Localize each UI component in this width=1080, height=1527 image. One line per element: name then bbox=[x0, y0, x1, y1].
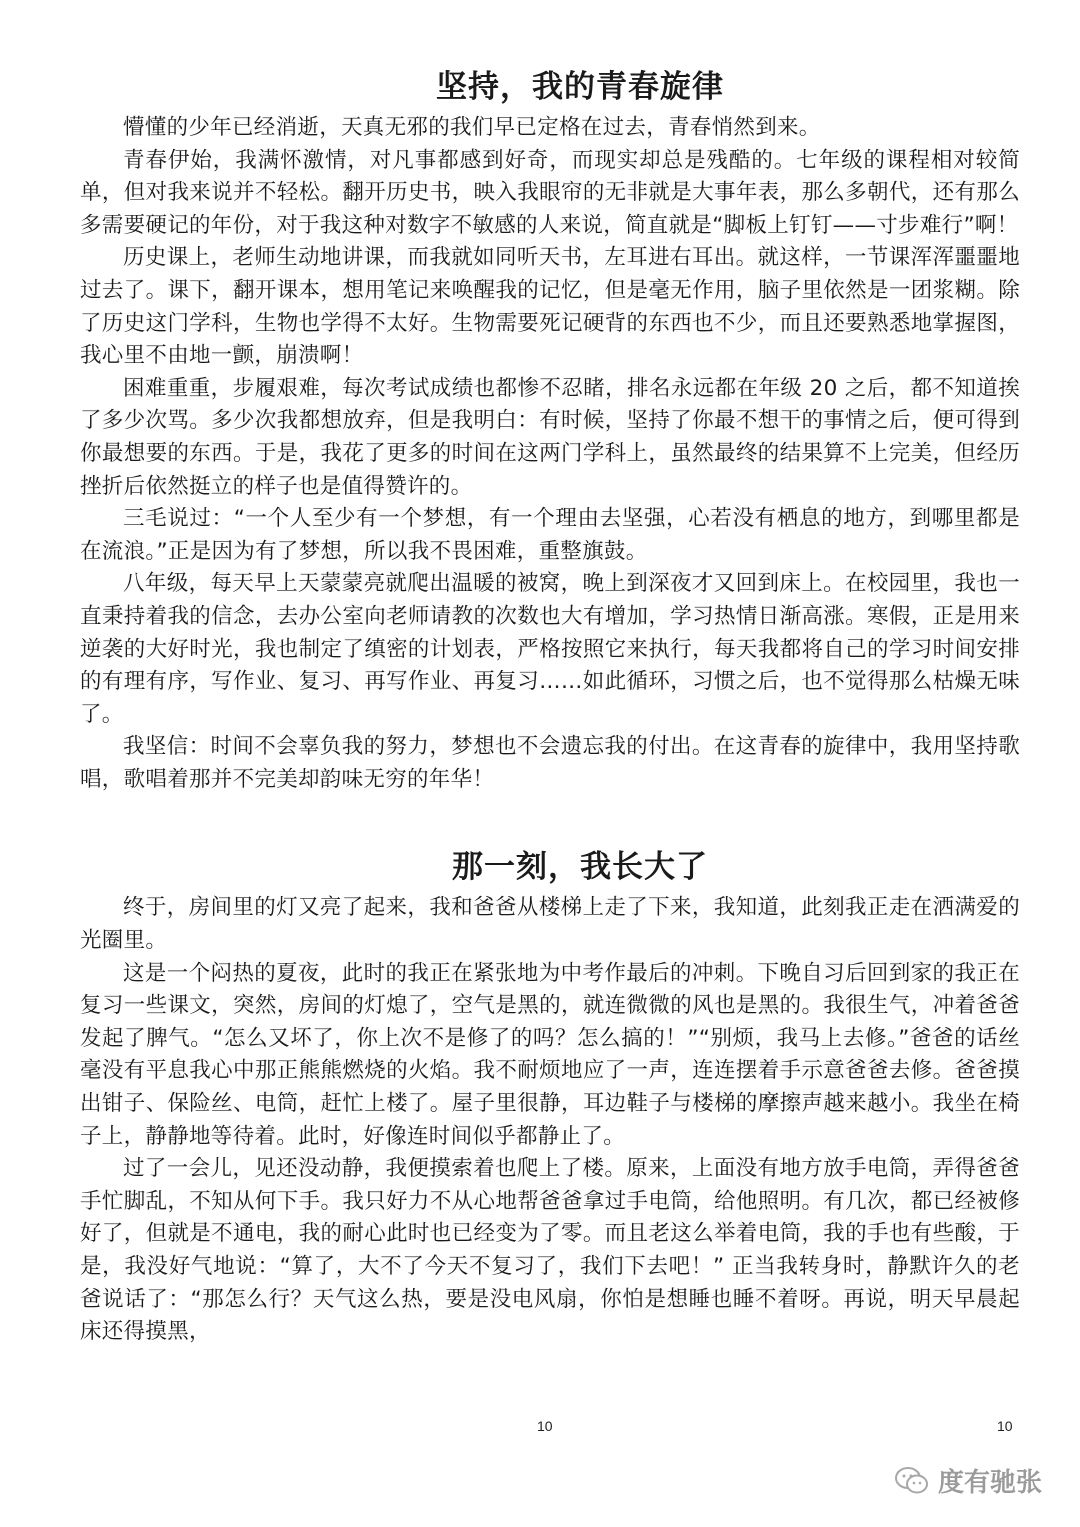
paragraph: 青春伊始，我满怀激情，对凡事都感到好奇，而现实却总是残酷的。七年级的课程相对较简单，但对我来说并不轻松。翻开历史书，映入我眼帘的无非就是大事年表，那么多朝代，还有那么多需要硬记的年份，对于我这种对数字不敏感的人来说，简直就是“脚板上钉钉——寸步难行”啊！ bbox=[80, 147, 1020, 238]
paragraph: 三毛说过：“一个人至少有一个梦想，有一个理由去坚强，心若没有栖息的地方，到哪里都是在流浪。”正是因为有了梦想，所以我不畏困难，重整旗鼓。 bbox=[80, 506, 1020, 564]
paragraph: 历史课上，老师生动地讲课，而我就如同听天书，左耳进右耳出。就这样，一节课浑浑噩噩地过去了。课下，翻开课本，想用笔记来唤醒我的记忆，但是毫无作用，脑子里依然是一团浆糊。除了历史这门学科，生物也学得不太好。生物需要死记硬背的东西也不少，而且还要熟悉地掌握图，我心里不由地一颤，崩溃啊！ bbox=[80, 245, 1020, 369]
article-title-1: 坚持，我的青春旋律 bbox=[436, 69, 724, 105]
paragraph: 这是一个闷热的夏夜，此时的我正在紧张地为中考作最后的冲刺。下晚自习后回到家的我正在复习一些课文，突然，房间的灯熄了，空气是黑的，就连微微的风也是黑的。我很生气，冲着爸爸发起了脾气。“怎么又坏了，你上次不是修了的吗？怎么搞的！”“别烦，我马上去修。”爸爸的话丝毫没有平息我心中那正熊熊燃烧的火焰。我不耐烦地应了一声，连连摆着手示意爸爸去修。爸爸摸出钳子、保险丝、电筒，赶忙上楼了。屋子里很静，耳边鞋子与楼梯的摩擦声越来越小。我坐在椅子上，静静地等待着。此时，好像连时间似乎都静止了。 bbox=[80, 960, 1020, 1149]
paragraph: 我坚信：时间不会辜负我的努力，梦想也不会遗忘我的付出。在这青春的旋律中，我用坚持歌唱，歌唱着那并不完美却韵味无穷的年华！ bbox=[80, 734, 1020, 792]
section-gap bbox=[80, 796, 1020, 846]
paragraph: 八年级，每天早上天蒙蒙亮就爬出温暖的被窝，晚上到深夜才又回到床上。在校园里，我也一直秉持着我的信念，去办公室向老师请教的次数也大有增加，学习热情日渐高涨。寒假，正是用来逆袭的大好时光，我也制定了缜密的计划表，严格按照它来执行，每天我都将自己的学习时间安排的有理有序，写作业、复习、再写作业、再复习……如此循环，习惯之后，也不觉得那么枯燥无味了。 bbox=[80, 571, 1020, 727]
document-page bbox=[80, 66, 1020, 1349]
paragraph: 终于，房间里的灯又亮了起来，我和爸爸从楼梯上走了下来，我知道，此刻我正走在洒满爱的光圈里。 bbox=[80, 895, 1020, 954]
article-body-1 bbox=[80, 112, 1020, 796]
paragraph: 困难重重，步履艰难，每次考试成绩也都惨不忍睹，排名永远都在年级 20 之后，都不知道挨了多少次骂。多少次我都想放弃，但是我明白：有时候，坚持了你最不想干的事情之后，便可得到你最想要的东西。于是，我花了更多的时间在这两门学科上，虽然最终的结果算不上完美，但经历挫折后依然挺立的样子也是值得赞许的。 bbox=[80, 375, 1020, 499]
page-number-center: 10 bbox=[537, 1418, 553, 1434]
article-title-2: 那一刻，我长大了 bbox=[452, 849, 708, 886]
wechat-icon bbox=[894, 1466, 930, 1496]
page-number-right: 10 bbox=[997, 1418, 1013, 1434]
paragraph: 懵懂的少年已经消逝，天真无邪的我们早已定格在过去，青春悄然到来。 bbox=[123, 115, 821, 140]
article-body-2 bbox=[80, 892, 1020, 1348]
watermark bbox=[894, 1462, 1042, 1499]
paragraph: 过了一会儿，见还没动静，我便摸索着也爬上了楼。原来，上面没有地方放手电筒，弄得爸爸手忙脚乱，不知从何下手。我只好力不从心地帮爸爸拿过手电筒，给他照明。有几次，都已经被修好了，但就是不通电，我的耐心此时也已经变为了零。而且老这么举着电筒，我的手也有些酸，于是，我没好气地说：“算了，大不了今天不复习了，我们下去吧！” 正当我转身时，静默许久的老爸说话了：“那怎么行？天气这么热，要是没电风扇，你怕是想睡也睡不着呀。再说，明天早晨起床还得摸黑， bbox=[80, 1156, 1020, 1345]
watermark-text: 度有驰张 bbox=[937, 1468, 1042, 1498]
